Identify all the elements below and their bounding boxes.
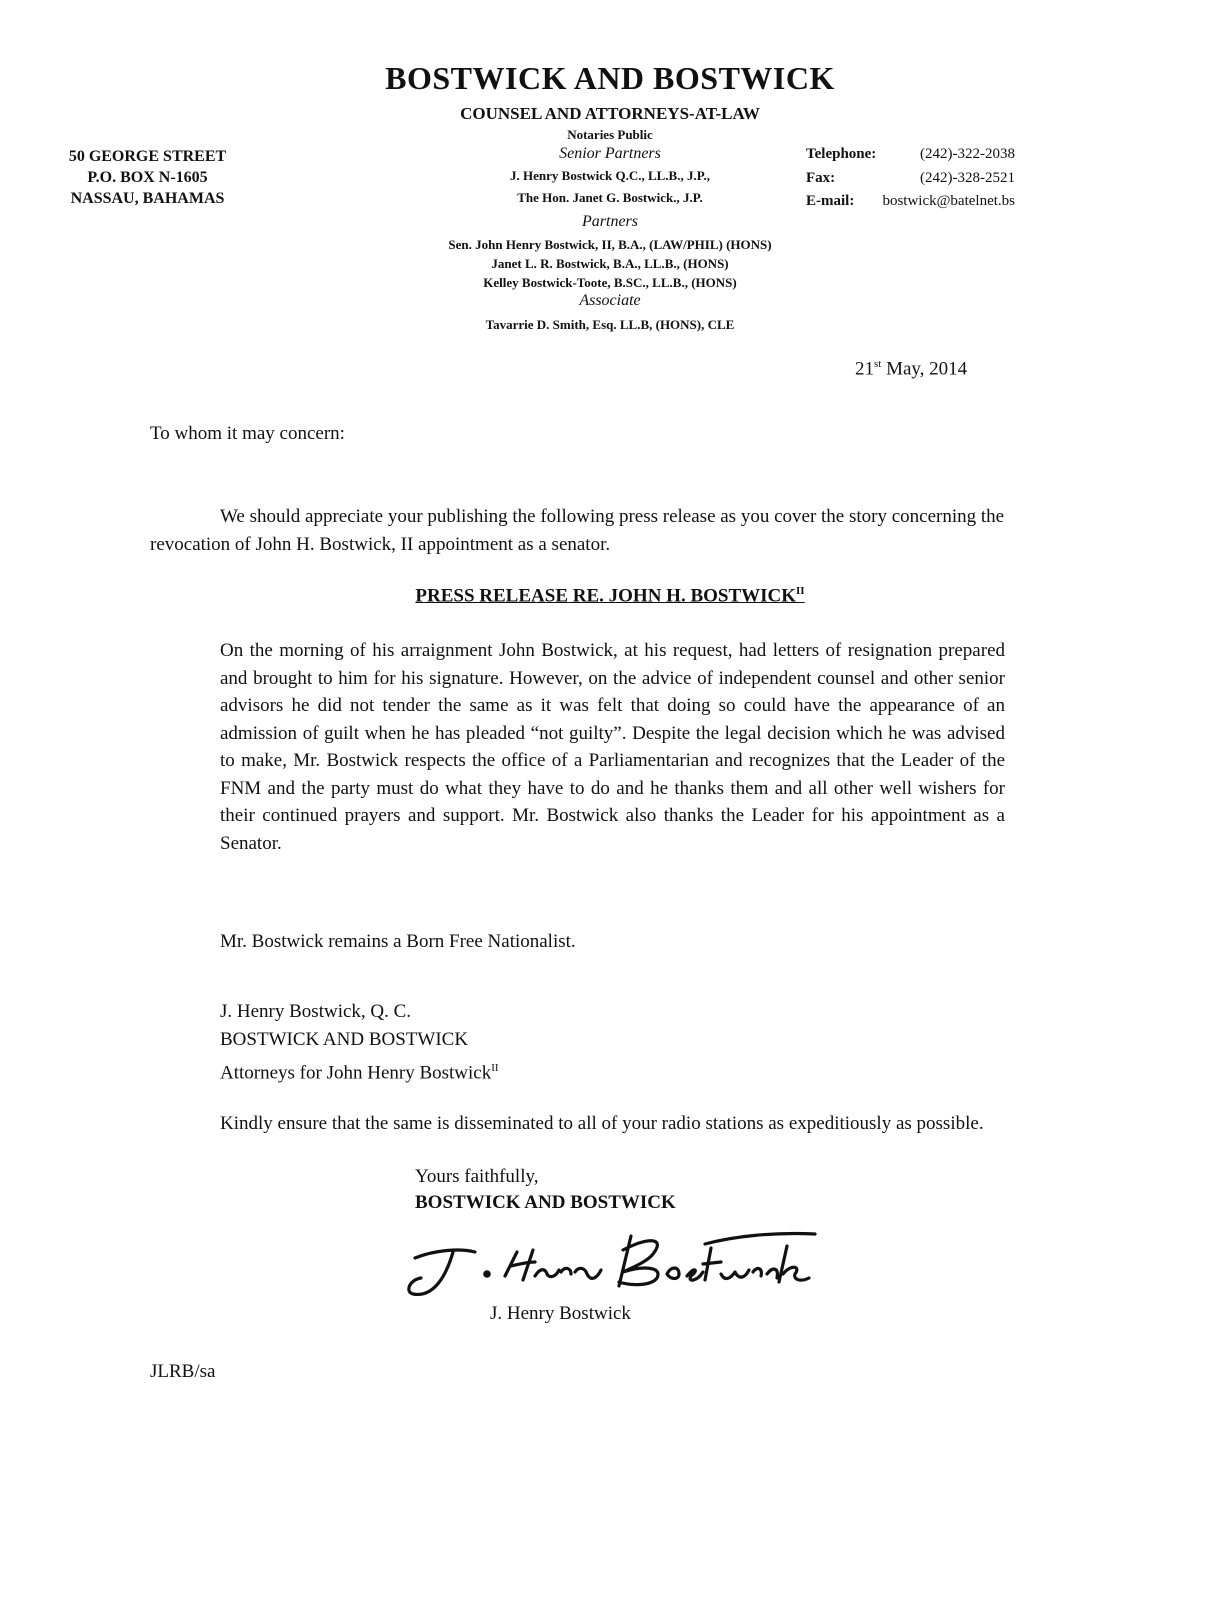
letter-date <box>855 358 967 380</box>
telephone-label: Telephone: <box>806 146 877 162</box>
address-line-3: NASSAU, BAHAMAS <box>70 190 225 207</box>
release-sig-line-1: J. Henry Bostwick, Q. C. <box>220 1001 412 1022</box>
intro-paragraph: We should appreciate your publishing the following press release as you cover the story concerning the revocation of John H. Bostwick, II appointment as a senator. <box>150 506 1005 555</box>
notaries-line: Notaries Public <box>567 127 653 142</box>
handwritten-signature <box>405 1228 825 1308</box>
signer-name: J. Henry Bostwick <box>490 1303 631 1324</box>
address-line-1: 50 GEORGE STREET <box>68 148 227 165</box>
fax-value: (242)-328-2521 <box>920 170 1015 186</box>
nationalist-line: Mr. Bostwick remains a Born Free Nationalist. <box>220 931 576 952</box>
associate-name: Tavarrie D. Smith, Esq. LL.B, (HONS), CLE <box>485 317 735 332</box>
telephone-value: (242)-322-2038 <box>920 146 1015 162</box>
closing: Yours faithfully, <box>415 1166 539 1187</box>
release-sig-line-3 <box>220 1054 499 1087</box>
firm-name: BOSTWICK AND BOSTWICK <box>385 60 835 96</box>
firm-subtitle: COUNSEL AND ATTORNEYS-AT-LAW <box>460 104 760 123</box>
partner-1: Sen. John Henry Bostwick, II, B.A., (LAW/PHIL) (HONS) <box>448 237 772 252</box>
press-release-title <box>0 585 1220 607</box>
salutation: To whom it may concern: <box>150 423 345 444</box>
address-line-2: P.O. BOX N-1605 <box>87 169 208 186</box>
kindly-paragraph: Kindly ensure that the same is disseminated to all of your radio stations as expeditiously as possible. <box>220 1113 984 1134</box>
partners-heading: Partners <box>582 213 638 230</box>
fax-label: Fax: <box>806 170 836 186</box>
senior-partner-2: The Hon. Janet G. Bostwick., J.P. <box>517 190 703 205</box>
reference-initials: JLRB/sa <box>150 1361 216 1382</box>
senior-partners-heading: Senior Partners <box>559 145 661 162</box>
partner-2: Janet L. R. Bostwick, B.A., LL.B., (HONS) <box>491 256 729 271</box>
press-title-text: PRESS RELEASE RE. JOHN H. BOSTWICK <box>415 585 797 607</box>
press-title-sup: II <box>796 585 805 597</box>
date-day: 21 <box>855 358 874 380</box>
date-rest: May, 2014 <box>881 358 968 380</box>
email-label: E-mail: <box>806 193 855 209</box>
date-suffix: st <box>874 358 882 370</box>
associate-heading: Associate <box>579 292 641 309</box>
partner-3: Kelley Bostwick-Toote, B.SC., LL.B., (HONS) <box>483 275 737 290</box>
senior-partner-1: J. Henry Bostwick Q.C., LL.B., J.P., <box>510 168 710 183</box>
release-sig-line-2: BOSTWICK AND BOSTWICK <box>220 1029 469 1050</box>
email-value: bostwick@batelnet.bs <box>882 193 1015 209</box>
firm-address <box>50 146 245 209</box>
attorneys-for-sup: II <box>491 1062 499 1074</box>
release-signature-block <box>220 998 499 1087</box>
attorneys-for: Attorneys for John Henry Bostwick <box>220 1062 492 1084</box>
closing-firm: BOSTWICK AND BOSTWICK <box>415 1192 676 1213</box>
press-release-body: On the morning of his arraignment John Bostwick, at his request, had letters of resignation prepared and brought to him for his signature. However, on the advice of independent counsel and other senior advisors he did not tender the same as it was felt that doing so could have the appearance of an admission of guilt when he has pleaded “not guilty”. Despite the legal decision which he was advised to make, Mr. Bostwick respects the office of a Parliamentarian and recognizes that the Leader of the FNM and the party must do what they have to do and he thanks them and all other well wishers for their continued prayers and support. Mr. Bostwick also thanks the Leader for his appointment as a Senator. <box>220 640 1005 854</box>
